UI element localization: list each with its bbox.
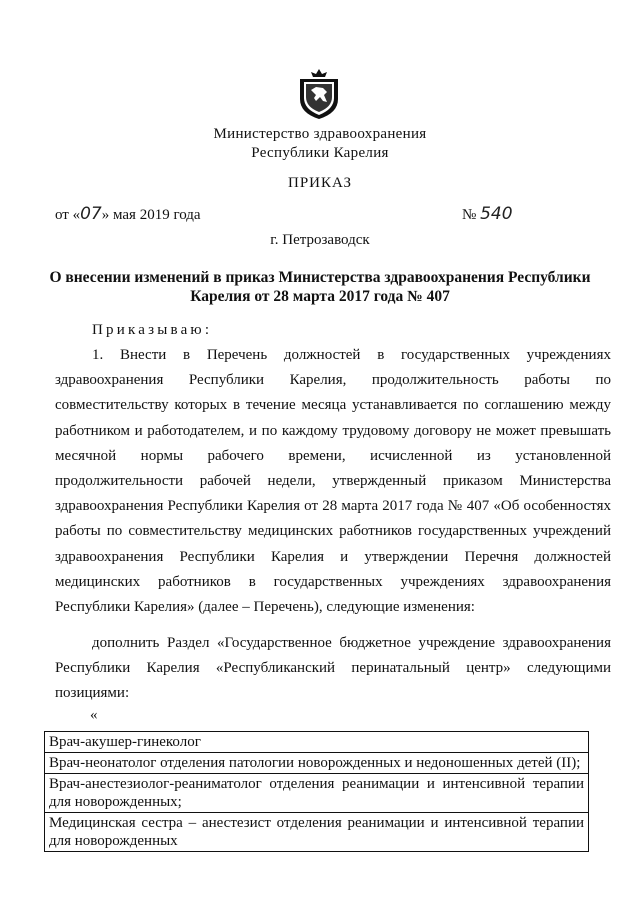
ministry-name-line2: Республики Карелия	[251, 145, 389, 161]
document-number	[462, 204, 513, 224]
document-date	[55, 204, 201, 224]
paragraph-2: дополнить Раздел «Государственное бюджетное учреждение здравоохранения Республики Карелия «Республиканский перинатальный центр» следующими позициями:	[55, 635, 611, 702]
number-handwritten: 540	[480, 204, 513, 224]
karelia-coat-of-arms-icon	[296, 68, 342, 120]
document-title: О внесении изменений в приказ Министерства здравоохранения Республики Карелия от 28 марта 2017 года № 407	[49, 269, 591, 305]
date-suffix: » мая 2019 года	[101, 207, 201, 223]
position-cell: Врач-акушер-гинеколог	[45, 732, 589, 753]
positions-table	[44, 731, 589, 852]
position-cell: Врач-анестезиолог-реаниматолог отделения реанимации и интенсивной терапии для новорожденных;	[45, 774, 589, 813]
date-day-handwritten: 07	[80, 204, 102, 224]
paragraph-1: 1. Внести в Перечень должностей в государственных учреждениях здравоохранения Республики Карелия, продолжительность работы по совместительству которых в течение месяца устанавливается по соглашению между работником и работодателем, и по каждому трудовому договору не может превышать месячной нормы рабочего времени, исчисленной из установленной продолжительности рабочей недели, утвержденный приказом Министерства здравоохранения Республики Карелия от 28 марта 2017 года № 407 «Об особенностях работы по совместительству медицинских работников государственных учреждений здравоохранения Республики Карелия и утверждении Перечня должностей медицинских работников в государственных учреждениях здравоохранения Республики Карелия» (далее – Перечень), следующие изменения:	[55, 347, 611, 616]
date-prefix: от «	[55, 207, 81, 223]
table-row	[45, 813, 589, 852]
ministry-name-line1: Министерство здравоохранения	[213, 126, 427, 142]
position-cell: Медицинская сестра – анестезист отделения реанимации и интенсивной терапии для новорожденных	[45, 813, 589, 852]
table-row	[45, 753, 589, 774]
table-row	[45, 732, 589, 753]
position-cell: Врач-неонатолог отделения патологии новорожденных и недоношенных детей (II);	[45, 753, 589, 774]
orders-word: Приказываю:	[92, 322, 213, 338]
number-prefix: №	[462, 207, 477, 223]
open-quote: «	[90, 707, 98, 723]
table-row	[45, 774, 589, 813]
city: г. Петрозаводск	[270, 232, 370, 248]
document-type: ПРИКАЗ	[288, 175, 352, 191]
